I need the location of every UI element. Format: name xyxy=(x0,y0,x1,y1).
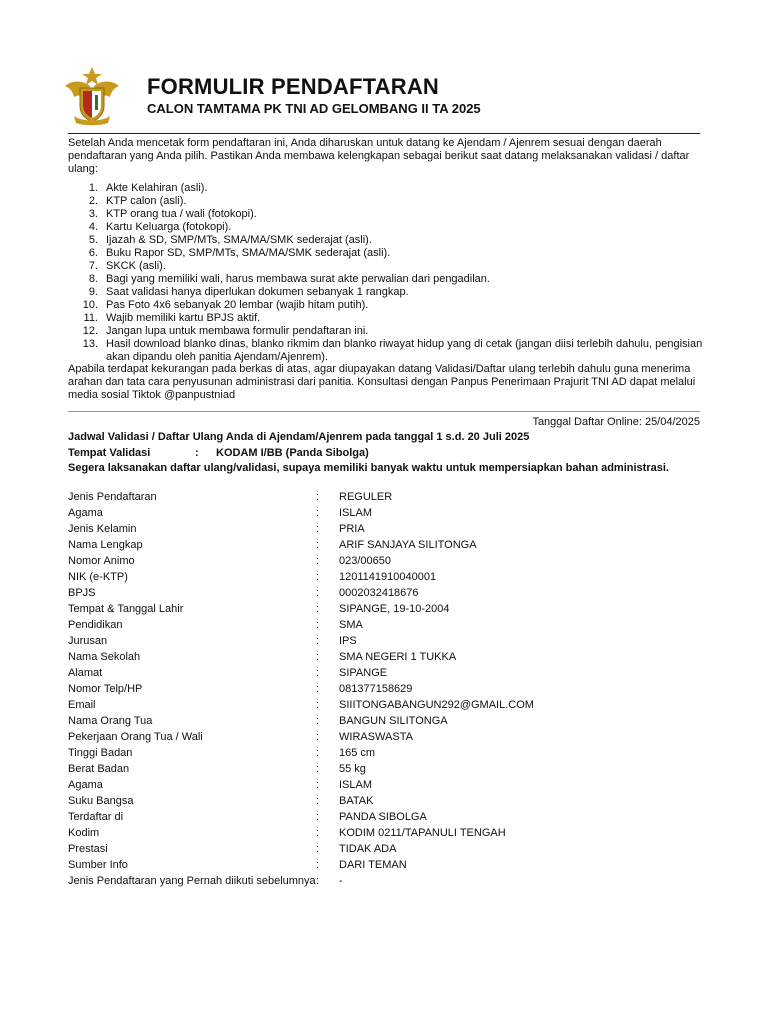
field-value: KODIM 0211/TAPANULI TENGAH xyxy=(339,827,506,839)
field-label: Alamat xyxy=(68,667,103,679)
field-colon: : xyxy=(316,731,320,743)
field-row xyxy=(68,491,708,507)
field-value: ARIF SANJAYA SILITONGA xyxy=(339,539,477,551)
field-row xyxy=(68,715,708,731)
field-colon: : xyxy=(316,555,320,567)
field-row xyxy=(68,827,708,843)
field-row xyxy=(68,683,708,699)
field-colon: : xyxy=(316,635,320,647)
field-value: SIPANGE xyxy=(339,667,388,679)
header-divider xyxy=(68,133,700,134)
field-value: SMA xyxy=(339,619,363,631)
field-value: 0002032418676 xyxy=(339,587,419,599)
field-row xyxy=(68,667,708,683)
requirements-list xyxy=(68,182,708,364)
field-colon: : xyxy=(316,539,320,551)
list-item: 7. SKCK (asli). xyxy=(88,260,166,272)
field-value: 023/00650 xyxy=(339,555,391,567)
field-colon: : xyxy=(316,571,320,583)
field-row xyxy=(68,603,708,619)
field-label: Pendidikan xyxy=(68,619,123,631)
field-row xyxy=(68,875,708,891)
list-item: 3. KTP orang tua / wali (fotokopi). xyxy=(88,208,257,220)
field-colon: : xyxy=(316,683,320,695)
list-item: 2. KTP calon (asli). xyxy=(88,195,187,207)
field-label: Nomor Animo xyxy=(68,555,135,567)
field-row xyxy=(68,571,708,587)
field-label: Nama Sekolah xyxy=(68,651,141,663)
field-label: Sumber Info xyxy=(68,859,128,871)
field-row xyxy=(68,779,708,795)
field-colon: : xyxy=(316,699,320,711)
field-value: SIPANGE, 19-10-2004 xyxy=(339,603,450,615)
field-label: BPJS xyxy=(68,587,96,599)
field-colon: : xyxy=(316,587,320,599)
field-label: Tinggi Badan xyxy=(68,747,133,759)
registrant-details xyxy=(68,491,708,891)
list-item: 12. Jangan lupa untuk membawa formulir pendaftaran ini. xyxy=(82,325,369,337)
validation-place-colon: : xyxy=(195,447,199,459)
field-colon: : xyxy=(316,523,320,535)
field-row xyxy=(68,859,708,875)
field-colon: : xyxy=(316,619,320,631)
field-value: BANGUN SILITONGA xyxy=(339,715,448,727)
field-label: Nama Lengkap xyxy=(68,539,143,551)
field-value: 165 cm xyxy=(339,747,376,759)
field-label: Terdaftar di xyxy=(68,811,124,823)
field-label: Nomor Telp/HP xyxy=(68,683,143,695)
field-value: IPS xyxy=(339,635,357,647)
field-label: Agama xyxy=(68,779,103,791)
field-label: Agama xyxy=(68,507,103,519)
field-colon: : xyxy=(316,811,320,823)
field-colon: : xyxy=(316,827,320,839)
validation-place-value: KODAM I/BB (Panda Sibolga) xyxy=(216,447,369,459)
field-colon: : xyxy=(316,859,320,871)
list-item: 6. Buku Rapor SD, SMP/MTs, SMA/MA/SMK sederajat (asli). xyxy=(88,247,391,259)
field-row xyxy=(68,619,708,635)
list-item: 11. Wajib memiliki kartu BPJS aktif. xyxy=(83,312,261,324)
field-row xyxy=(68,635,708,651)
field-value: ISLAM xyxy=(339,507,373,519)
field-row xyxy=(68,507,708,523)
list-item: 8. Bagi yang memiliki wali, harus membawa surat akte perwalian dari pengadilan. xyxy=(88,273,490,285)
field-label: Suku Bangsa xyxy=(68,795,134,807)
field-value: 081377158629 xyxy=(339,683,413,695)
field-value: REGULER xyxy=(339,491,393,503)
field-label: Jenis Pendaftaran xyxy=(68,491,157,503)
field-colon: : xyxy=(316,779,320,791)
field-colon: : xyxy=(316,715,320,727)
field-label: Tempat & Tanggal Lahir xyxy=(68,603,184,615)
field-row xyxy=(68,539,708,555)
field-value: PANDA SIBOLGA xyxy=(339,811,427,823)
field-colon: : xyxy=(316,875,320,887)
field-label: Jurusan xyxy=(68,635,108,647)
field-row xyxy=(68,587,708,603)
validation-schedule: Jadwal Validasi / Daftar Ulang Anda di Ajendam/Ajenrem pada tanggal 1 s.d. 20 Juli 2025 xyxy=(68,431,530,443)
field-label: Pekerjaan Orang Tua / Wali xyxy=(68,731,203,743)
form-title: FORMULIR PENDAFTARAN xyxy=(147,74,440,99)
field-label: Jenis Pendaftaran yang Pernah diikuti sebelumnya xyxy=(68,875,316,887)
field-colon: : xyxy=(316,507,320,519)
field-row xyxy=(68,699,708,715)
field-row xyxy=(68,555,708,571)
intro-paragraph: Setelah Anda mencetak form pendaftaran ini, Anda diharuskan untuk datang ke Ajendam / Ajenrem sesuai dengan daerah pendaftaran yang Anda pilih. Pastikan Anda membawa kelengkapan sebagai berikut saat datang melaksanakan validasi / daftar ulang: xyxy=(68,137,690,175)
list-item: 13. Hasil download blanko dinas, blanko rikmim dan blanko riwayat hidup yang di cetak (jangan diisi terlebih dahulu, pengisian akan dipandu oleh panitia Ajendam/Ajenrem). xyxy=(82,338,703,363)
field-value: SIIITONGABANGUN292@GMAIL.COM xyxy=(339,699,534,711)
field-colon: : xyxy=(316,763,320,775)
field-value: DARI TEMAN xyxy=(339,859,407,871)
field-row xyxy=(68,523,708,539)
form-subtitle: CALON TAMTAMA PK TNI AD GELOMBANG II TA 2025 xyxy=(147,101,481,116)
list-item: 10. Pas Foto 4x6 sebanyak 20 lembar (wajib hitam putih). xyxy=(82,299,369,311)
field-value: TIDAK ADA xyxy=(339,843,397,855)
field-row xyxy=(68,651,708,667)
field-value: 1201141910040001 xyxy=(339,571,437,583)
tni-ad-emblem-icon xyxy=(64,66,120,126)
list-item: 9. Saat validasi hanya diperlukan dokumen sebanyak 1 rangkap. xyxy=(88,286,409,298)
field-label: Nama Orang Tua xyxy=(68,715,153,727)
section-divider xyxy=(68,411,700,412)
field-value: ISLAM xyxy=(339,779,373,791)
field-row xyxy=(68,795,708,811)
field-row xyxy=(68,731,708,747)
field-colon: : xyxy=(316,651,320,663)
field-value: WIRASWASTA xyxy=(339,731,413,743)
field-value: PRIA xyxy=(339,523,365,535)
field-row xyxy=(68,811,708,827)
field-colon: : xyxy=(316,603,320,615)
field-value: BATAK xyxy=(339,795,374,807)
field-label: Berat Badan xyxy=(68,763,130,775)
urge-notice: Segera laksanakan daftar ulang/validasi, supaya memiliki banyak waktu untuk mempersiapkan bahan administrasi. xyxy=(68,462,669,474)
list-item: 1. Akte Kelahiran (asli). xyxy=(88,182,208,194)
field-value: SMA NEGERI 1 TUKKA xyxy=(339,651,457,663)
field-colon: : xyxy=(316,491,320,503)
field-label: Prestasi xyxy=(68,843,108,855)
validation-place-label: Tempat Validasi xyxy=(68,447,151,459)
field-colon: : xyxy=(316,795,320,807)
note-paragraph: Apabila terdapat kekurangan pada berkas di atas, agar diupayakan datang Validasi/Daftar ulang terlebih dahulu guna menerima arahan dan tata cara penyusunan administrasi dari panitia. Konsultasi dengan Panpus Penerimaan Prajurit TNI AD dapat melalui media sosial Tiktok @panpustniad xyxy=(68,363,696,401)
online-registration-date: Tanggal Daftar Online: 25/04/2025 xyxy=(532,416,700,428)
field-row xyxy=(68,843,708,859)
field-value: 55 kg xyxy=(339,763,366,775)
list-item: 4. Kartu Keluarga (fotokopi). xyxy=(88,221,232,233)
field-colon: : xyxy=(316,747,320,759)
field-row xyxy=(68,747,708,763)
field-row xyxy=(68,763,708,779)
list-item: 5. Ijazah & SD, SMP/MTs, SMA/MA/SMK sederajat (asli). xyxy=(88,234,372,246)
field-colon: : xyxy=(316,667,320,679)
field-colon: : xyxy=(316,843,320,855)
field-label: NIK (e-KTP) xyxy=(68,571,128,583)
field-label: Kodim xyxy=(68,827,100,839)
field-label: Jenis Kelamin xyxy=(68,523,137,535)
field-value: - xyxy=(339,875,343,887)
field-label: Email xyxy=(68,699,96,711)
